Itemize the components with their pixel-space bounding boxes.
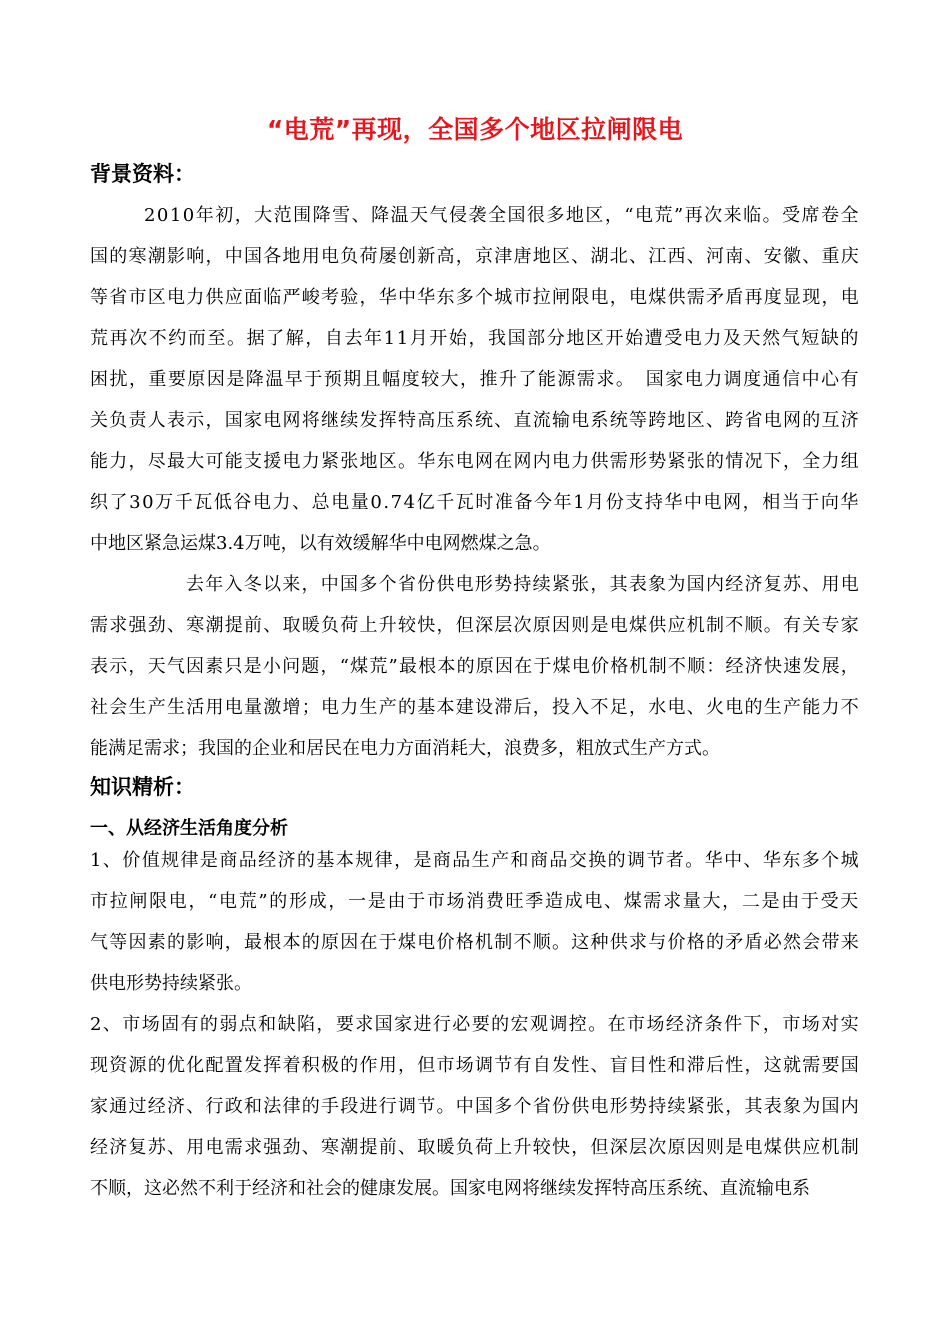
paragraph-line: 家通过经济、行政和法律的手段进行调节。中国多个省份供电形势持续紧张，其表象为国内 [90, 1096, 860, 1117]
paragraph-line: 困扰，重要原因是降温早于预期且幅度较大，推升了能源需求。 国家电力调度通信中心有 [90, 369, 860, 390]
analysis-item-2 [90, 1004, 860, 1209]
paragraph-line: 国的寒潮影响，中国各地用电负荷屡创新高，京津唐地区、湖北、江西、河南、安徽、重庆 [90, 246, 860, 267]
paragraph-line: 织了30万千瓦低谷电力、总电量0.74亿千瓦时准备今年1月份支持华中电网，相当于向华 [90, 492, 860, 513]
paragraph-line: 需求强劲、寒潮提前、取暖负荷上升较快，但深层次原因则是电煤供应机制不顺。有关专家 [90, 615, 860, 636]
document-title: “电荒”再现，全国多个地区拉闸限电 [266, 115, 684, 144]
background-paragraph-1 [90, 195, 860, 564]
paragraph-line: 能力，尽最大可能支援电力紧张地区。华东电网在网内电力供需形势紧张的情况下，全力组 [90, 451, 860, 472]
paragraph-line: 去年入冬以来，中国多个省份供电形势持续紧张，其表象为国内经济复苏、用电 [186, 574, 860, 595]
paragraph-line: 经济复苏、用电需求强劲、寒潮提前、取暖负荷上升较快，但深层次原因则是电煤供应机制 [90, 1137, 860, 1158]
paragraph-line: 供电形势持续紧张。 [90, 973, 252, 994]
paragraph-line: 1、价值规律是商品经济的基本规律，是商品生产和商品交换的调节者。华中、华东多个城 [90, 850, 860, 871]
paragraph-line: 中地区紧急运煤3.4万吨，以有效缓解华中电网燃煤之急。 [90, 533, 551, 554]
paragraph-line: 能满足需求；我国的企业和居民在电力方面消耗大，浪费多，粗放式生产方式。 [90, 738, 720, 759]
paragraph-line: 市拉闸限电，“电荒”的形成，一是由于市场消费旺季造成电、煤需求量大，二是由于受天 [90, 891, 860, 912]
analysis-heading: 知识精析： [90, 775, 195, 799]
paragraph-line: 不顺，这必然不利于经济和社会的健康发展。国家电网将继续发挥特高压系统、直流输电系 [90, 1178, 810, 1199]
section-heading-economic: 一、从经济生活角度分析 [90, 818, 288, 839]
paragraph-line: 社会生产生活用电量激增；电力生产的基本建设滞后，投入不足，水电、火电的生产能力不 [90, 697, 860, 718]
paragraph-line: 关负责人表示，国家电网将继续发挥特高压系统、直流输电系统等跨地区、跨省电网的互济 [90, 410, 860, 431]
paragraph-line: 气等因素的影响，最根本的原因在于煤电价格机制不顺。这种供求与价格的矛盾必然会带来 [90, 932, 860, 953]
paragraph-line: 2、市场固有的弱点和缺陷，要求国家进行必要的宏观调控。在市场经济条件下，市场对实 [90, 1014, 860, 1035]
paragraph-line: 荒再次不约而至。据了解，自去年11月开始，我国部分地区开始遭受电力及天然气短缺的 [90, 328, 860, 349]
paragraph-line: 表示，天气因素只是小问题，“煤荒”最根本的原因在于煤电价格机制不顺：经济快速发展， [90, 656, 860, 677]
paragraph-line: 现资源的优化配置发挥着积极的作用，但市场调节有自发性、盲目性和滞后性，这就需要国 [90, 1055, 860, 1076]
analysis-item-1 [90, 840, 860, 1004]
paragraph-line: 等省市区电力供应面临严峻考验，华中华东多个城市拉闸限电，电煤供需矛盾再度显现，电 [90, 287, 860, 308]
background-paragraph-2 [90, 564, 860, 769]
paragraph-line: 2010年初，大范围降雪、降温天气侵袭全国很多地区，“电荒”再次来临。受席卷全 [144, 205, 860, 226]
background-heading: 背景资料： [90, 162, 195, 186]
